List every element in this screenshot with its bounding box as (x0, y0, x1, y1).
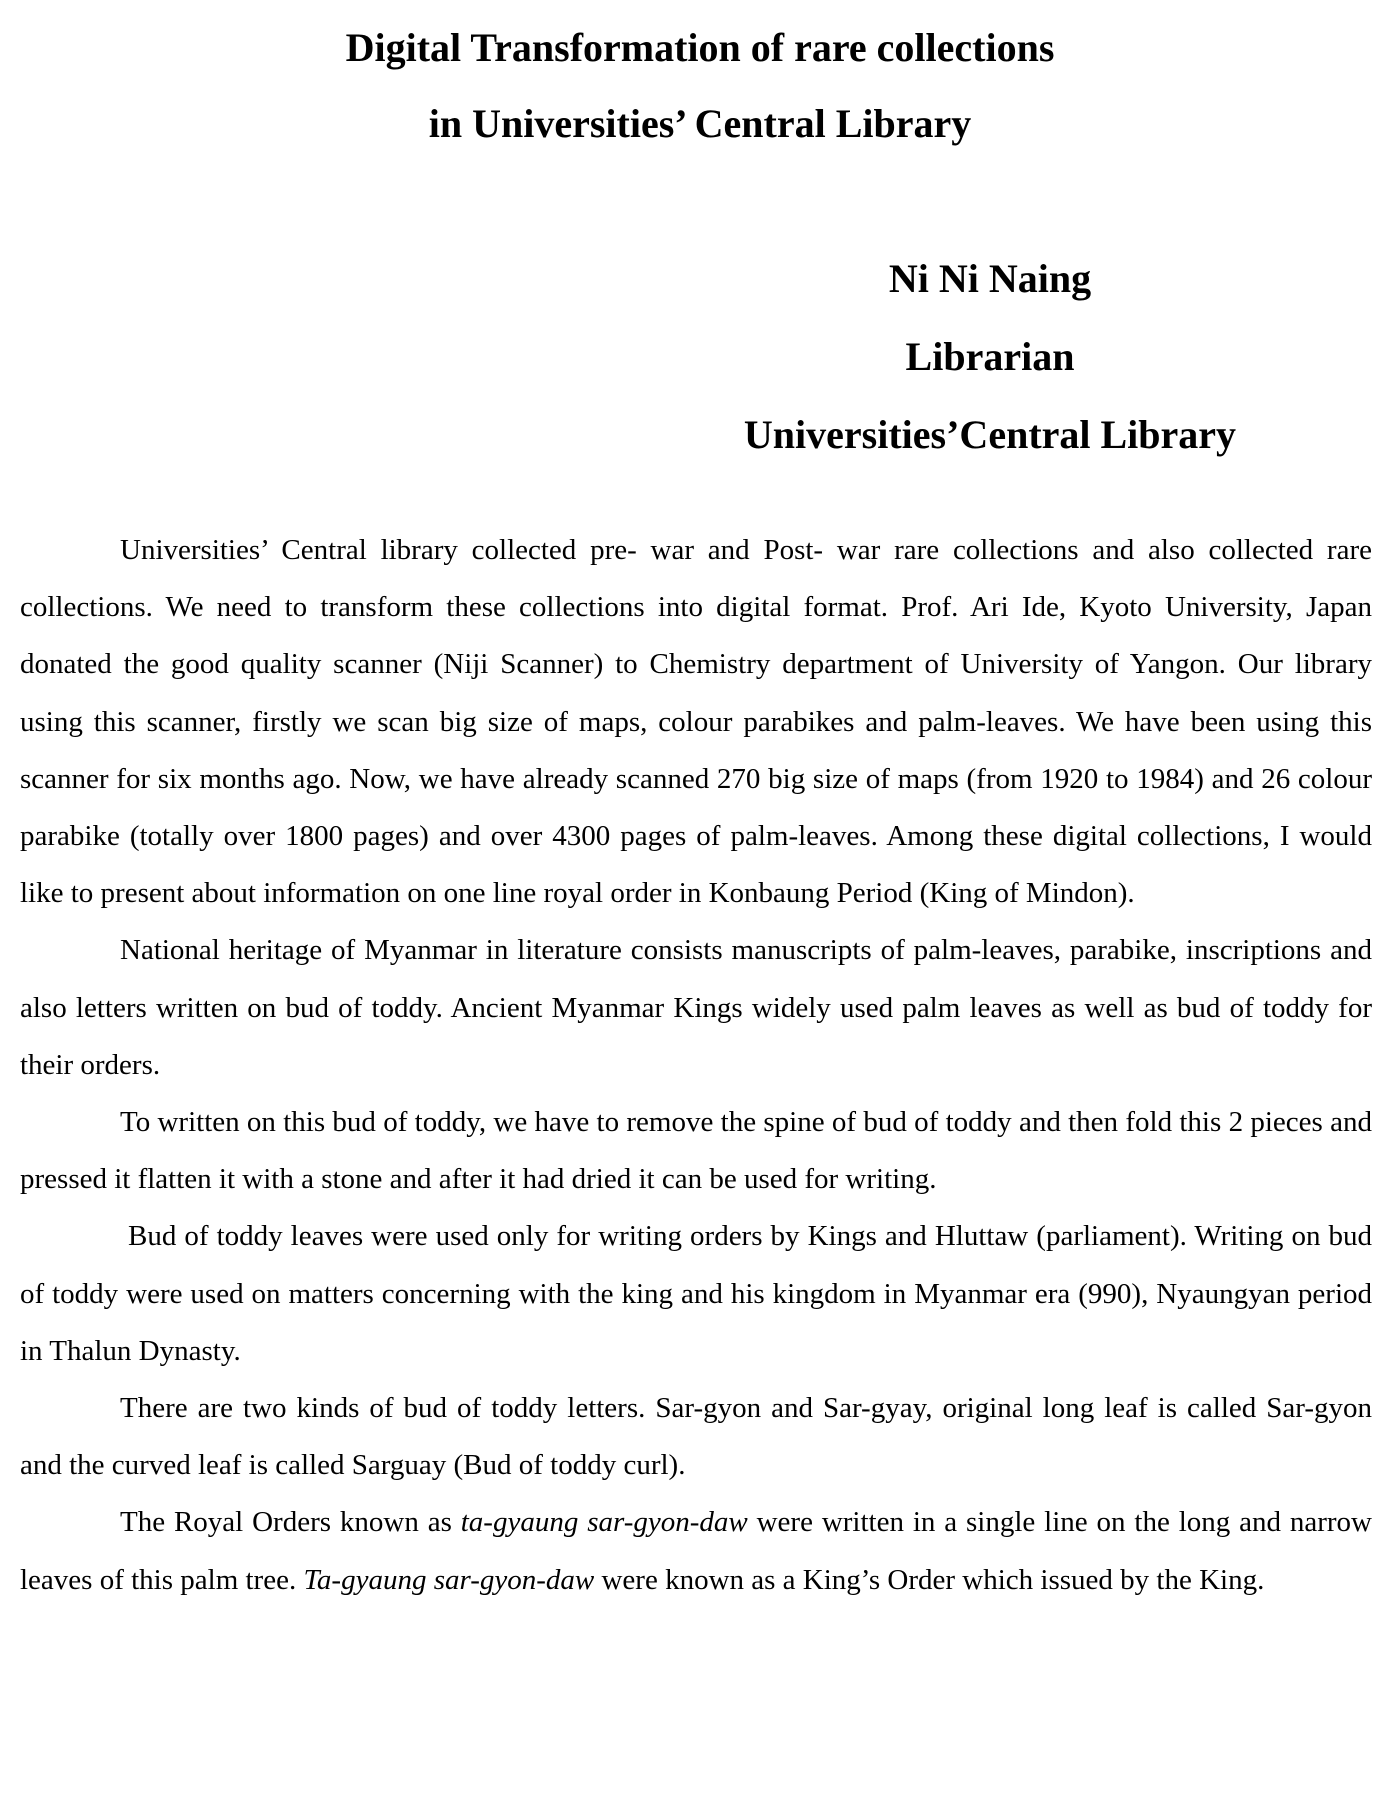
paragraph-6-italic-term-2: Ta-gyaung sar-gyon-daw (303, 1563, 595, 1596)
paragraph-2: National heritage of Myanmar in literature consists manuscripts of palm-leaves, parabike, inscriptions and also letters written on bud of toddy. Ancient Myanmar Kings widely used palm leaves as well as bud of toddy for their orders. (20, 934, 1372, 1081)
author-block (660, 240, 1320, 474)
author-position: Librarian (905, 334, 1075, 379)
paragraph-6-part-2: were written in a single line on the long and narrow leaves of this palm tree. (20, 1506, 1372, 1596)
paper-title (0, 10, 1400, 162)
paragraph-6-part-3: were known as a King’s Order which issued by the King. (594, 1563, 1265, 1596)
paragraph-6-italic-term-1: ta-gyaung sar-gyon-daw (460, 1506, 748, 1539)
paragraph-5: There are two kinds of bud of toddy letters. Sar-gyon and Sar-gyay, original long leaf is called Sar-gyon and the curved leaf is called Sarguay (Bud of toddy curl). (20, 1392, 1372, 1482)
body-text (20, 522, 1372, 1609)
paragraph-4: Bud of toddy leaves were used only for writing orders by Kings and Hluttaw (parliament). Writing on bud of toddy were used on matters concerning with the king and his kingdom in Myanmar era (990), Nyaungyan period in Thalun Dynasty. (20, 1220, 1372, 1367)
paragraph-1: Universities’ Central library collected pre- war and Post- war rare collections and also collected rare collections. We need to transform these collections into digital format. Prof. Ari Ide, Kyoto University, Japan donated the good quality scanner (Niji Scanner) to Chemistry department of University of Yangon. Our library using this scanner, firstly we scan big size of maps, colour parabikes and palm-leaves. We have been using this scanner for six months ago. Now, we have already scanned 270 big size of maps (from 1920 to 1984) and 26 colour parabike (totally over 1800 pages) and over 4300 pages of palm-leaves. Among these digital collections, I would like to present about information on one line royal order in Konbaung Period (King of Mindon). (20, 534, 1372, 910)
author-name: Ni Ni Naing (888, 256, 1092, 301)
paper-title-line-2: in Universities’ Central Library (428, 101, 972, 146)
paper-title-line-1: Digital Transformation of rare collections (345, 25, 1055, 70)
author-affiliation: Universities’Central Library (743, 412, 1237, 457)
paragraph-3: To written on this bud of toddy, we have to remove the spine of bud of toddy and then fold this 2 pieces and pressed it flatten it with a stone and after it had dried it can be used for writing. (20, 1106, 1372, 1196)
paragraph-6 (20, 1494, 1372, 1608)
paragraph-6-part-1: The Royal Orders known as (120, 1506, 461, 1539)
